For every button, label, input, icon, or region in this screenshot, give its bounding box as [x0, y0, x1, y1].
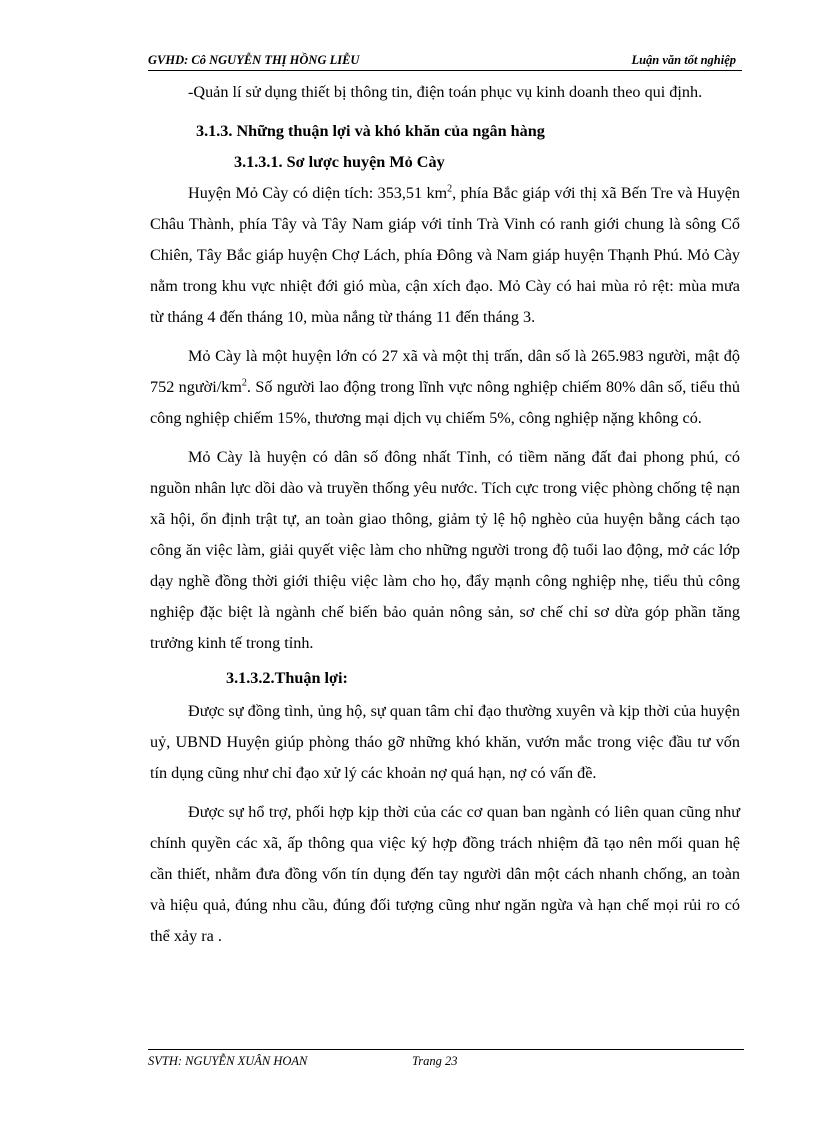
- paragraph-coordination: Được sự hổ trợ, phối hợp kịp thời của các cơ quan ban ngành có liên quan cũng như chính quyền các xã, ấp thông qua việc ký hợp đồng trách nhiệm đã tạo nên mối quan hệ cần thiết, nhằm đưa đồng vốn tín dụng đến tay người dân một cách nhanh chống, an toàn và hiệu quả, đúng nhu cầu, đúng đối tượng cũng như ngăn ngừa và hạn chế mọi rủi ro có thể xảy ra .: [150, 803, 740, 945]
- heading-3-1-3: 3.1.3. Những thuận lợi và khó khăn của ngân hàng: [196, 122, 545, 140]
- paragraph-area: [150, 178, 740, 333]
- page-footer: [148, 1049, 744, 1068]
- paragraph-population-text-b: . Số người lao động trong lĩnh vực nông nghiệp chiếm 80% dân số, tiểu thủ công nghiệp chiếm 15%, thương mại dịch vụ chiếm 5%, công nghiệp nặng không có.: [150, 378, 740, 427]
- page-header: [148, 52, 742, 71]
- heading-3-1-3-1: 3.1.3.1. Sơ lược huyện Mỏ Cày: [234, 153, 445, 171]
- footer-student: SVTH: NGUYỄN XUÂN HOAN: [148, 1054, 308, 1068]
- header-doc-type: Luận văn tốt nghiệp: [631, 53, 736, 67]
- paragraph-population-text-a: Mỏ Cày là một huyện lớn có 27 xã và một thị trấn, dân số là 265.983 người, mật độ 752 người/km: [150, 347, 740, 396]
- paragraph-support: Được sự đồng tình, ủng hộ, sự quan tâm chỉ đạo thường xuyên và kịp thời của huyện uỷ, UBND Huyện giúp phòng tháo gỡ những khó khăn, vướn mắc trong việc đầu tư vốn tín dụng cũng như chỉ đạo xử lý các khoản nợ quá hạn, nợ có vấn đề.: [150, 702, 740, 782]
- body-line-equipment: -Quản lí sử dụng thiết bị thông tin, điện toán phục vụ kinh doanh theo qui định.: [188, 83, 703, 101]
- header-advisor: GVHD: Cô NGUYỄN THỊ HỒNG LIỄU: [148, 53, 360, 67]
- paragraph-area-text-b: , phía Bắc giáp với thị xã Bến Tre và Huyện Châu Thành, phía Tây và Tây Nam giáp với tỉnh Trà Vinh có ranh giới chung là sông Cổ Chiên, Tây Bắc giáp huyện Chợ Lách, phía Đông và Nam giáp huyện Thạnh Phú. Mỏ Cày nằm trong khu vực nhiệt đới gió mùa, cận xích đạo. Mỏ Cày có hai mùa rỏ rệt: mùa mưa từ tháng 4 đến tháng 10, mùa nắng từ tháng 11 đến tháng 3.: [150, 184, 740, 326]
- paragraph-area-text-a: Huyện Mỏ Cày có diện tích: 353,51 km: [188, 184, 448, 202]
- superscript-2: 2: [447, 183, 453, 195]
- paragraph-potential: Mỏ Cày là huyện có dân số đông nhất Tỉnh, có tiềm năng đất đai phong phú, có nguồn nhân lực dồi dào và truyền thống yêu nước. Tích cực trong việc phòng chống tệ nạn xã hội, ổn định trật tự, an toàn giao thông, giảm tỷ lệ hộ nghèo của huyện bằng cách tạo công ăn việc làm, giải quyết việc làm cho những người trong độ tuổi lao động, mở các lớp dạy nghề đồng thời giới thiệu việc làm cho họ, đẩy mạnh công nghiệp nhẹ, tiểu thủ công nghiệp đặc biệt là ngành chế biến bảo quản nông sản, sơ chế chỉ sơ dừa góp phần tăng trưởng kinh tế trong tỉnh.: [150, 448, 740, 652]
- heading-3-1-3-2: 3.1.3.2.Thuận lợi:: [226, 669, 348, 687]
- page-body: [150, 77, 740, 952]
- paragraph-population: [150, 341, 740, 434]
- footer-page-number: Trang 23: [412, 1054, 458, 1068]
- superscript-2: 2: [241, 377, 247, 389]
